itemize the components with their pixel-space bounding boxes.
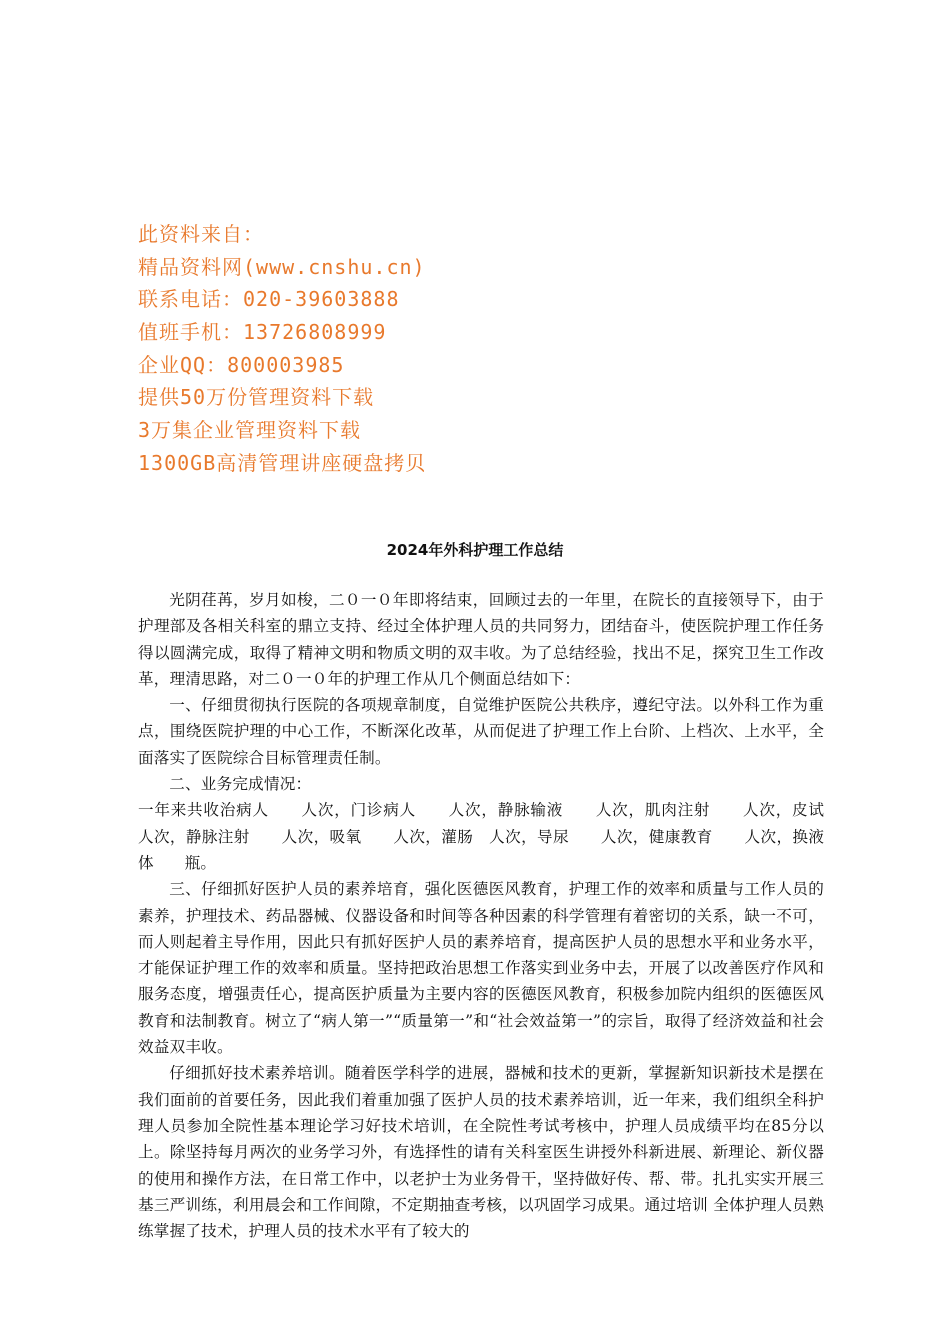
statistics-text: 一年来共收治病人 人次，门诊病人 人次，静脉输液 人次，肌肉注射 人次，皮试 人次，静脉注射 人次，吸氧 人次，灌肠 人次，导尿 人次，健康教育 人次，换液体 瓶。 xyxy=(138,801,856,872)
section-2-heading: 二、业务完成情况： xyxy=(169,775,312,794)
advert-line-mobile: 值班手机：13726808999 xyxy=(138,320,387,345)
advert-line-website: 精品资料网(www.cnshu.cn) xyxy=(138,254,426,279)
section-4-paragraph: 仔细抓好技术素养培训。随着医学科学的进展，器械和技术的更新，掌握新知识新技术是摆在我们面前的首要任务，因此我们着重加强了医护人员的技术素养培训，近一年来，我们组织全科护理人员参加全院性基本理论学习好技术培训，在全院性考试考核中，护理人员成绩平均在85分以上。除坚持每月两次的业务学习外，有选择性的请有关科室医生讲授外科新进展、新理论、新仪器的使用和操作方法，在日常工作中，以老护士为业务骨干，坚持做好传、帮、带。扎扎实实开展三基三严训练，利用晨会和工作间隙，不定期抽查考核，以巩固学习成果。通过培训 全体护理人员熟练掌握了技术，护理人员的技术水平有了较大的 xyxy=(138,1064,824,1241)
advert-line-offer-1: 提供50万份管理资料下载 xyxy=(138,385,375,410)
document-title: 2024年外科护理工作总结 xyxy=(386,541,564,559)
advert-line-phone: 联系电话：020-39603888 xyxy=(138,287,400,312)
document-body xyxy=(138,587,856,1244)
advert-line-offer-3: 1300GB高清管理讲座硬盘拷贝 xyxy=(138,450,427,475)
intro-paragraph: 光阴荏苒，岁月如梭，二０一０年即将结束，回顾过去的一年里，在院长的直接领导下，由于护理部及各相关科室的鼎立支持、经过全体护理人员的共同努力，团结奋斗，使医院护理工作任务得以圆满完成，取得了精神文明和物质文明的双丰收。为了总结经验，找出不足，探究卫生工作改革，理清思路，对二０一０年的护理工作从几个侧面总结如下： xyxy=(138,591,824,688)
section-3-paragraph: 三、仔细抓好医护人员的素养培育，强化医德医风教育，护理工作的效率和质量与工作人员的素养，护理技术、药品器械、仪器设备和时间等各种因素的科学管理有着密切的关系，缺一不可，而人则起着主导作用，因此只有抓好医护人员的素养培育，提高医护人员的思想水平和业务水平，才能保证护理工作的效率和质量。坚持把政治思想工作落实到业务中去，开展了以改善医疗作风和服务态度，增强责任心，提高医护质量为主要内容的医德医风教育，积极参加院内组织的医德医风教育和法制教育。树立了“病人第一”“质量第一”和“社会效益第一”的宗旨，取得了经济效益和社会效益双丰收。 xyxy=(138,880,824,1057)
advert-line-qq: 企业QQ：800003985 xyxy=(138,352,345,377)
source-advert-block xyxy=(138,218,658,480)
section-1-paragraph: 一、仔细贯彻执行医院的各项规章制度，自觉维护医院公共秩序，遵纪守法。以外科工作为重点，围绕医院护理的中心工作，不断深化改革，从而促进了护理工作上台阶、上档次、上水平，全面落实了医院综合目标管理责任制。 xyxy=(138,696,824,767)
advert-line-offer-2: 3万集企业管理资料下载 xyxy=(138,418,362,443)
section-2-statistics xyxy=(138,797,856,876)
advert-line-source: 此资料来自： xyxy=(138,222,264,246)
